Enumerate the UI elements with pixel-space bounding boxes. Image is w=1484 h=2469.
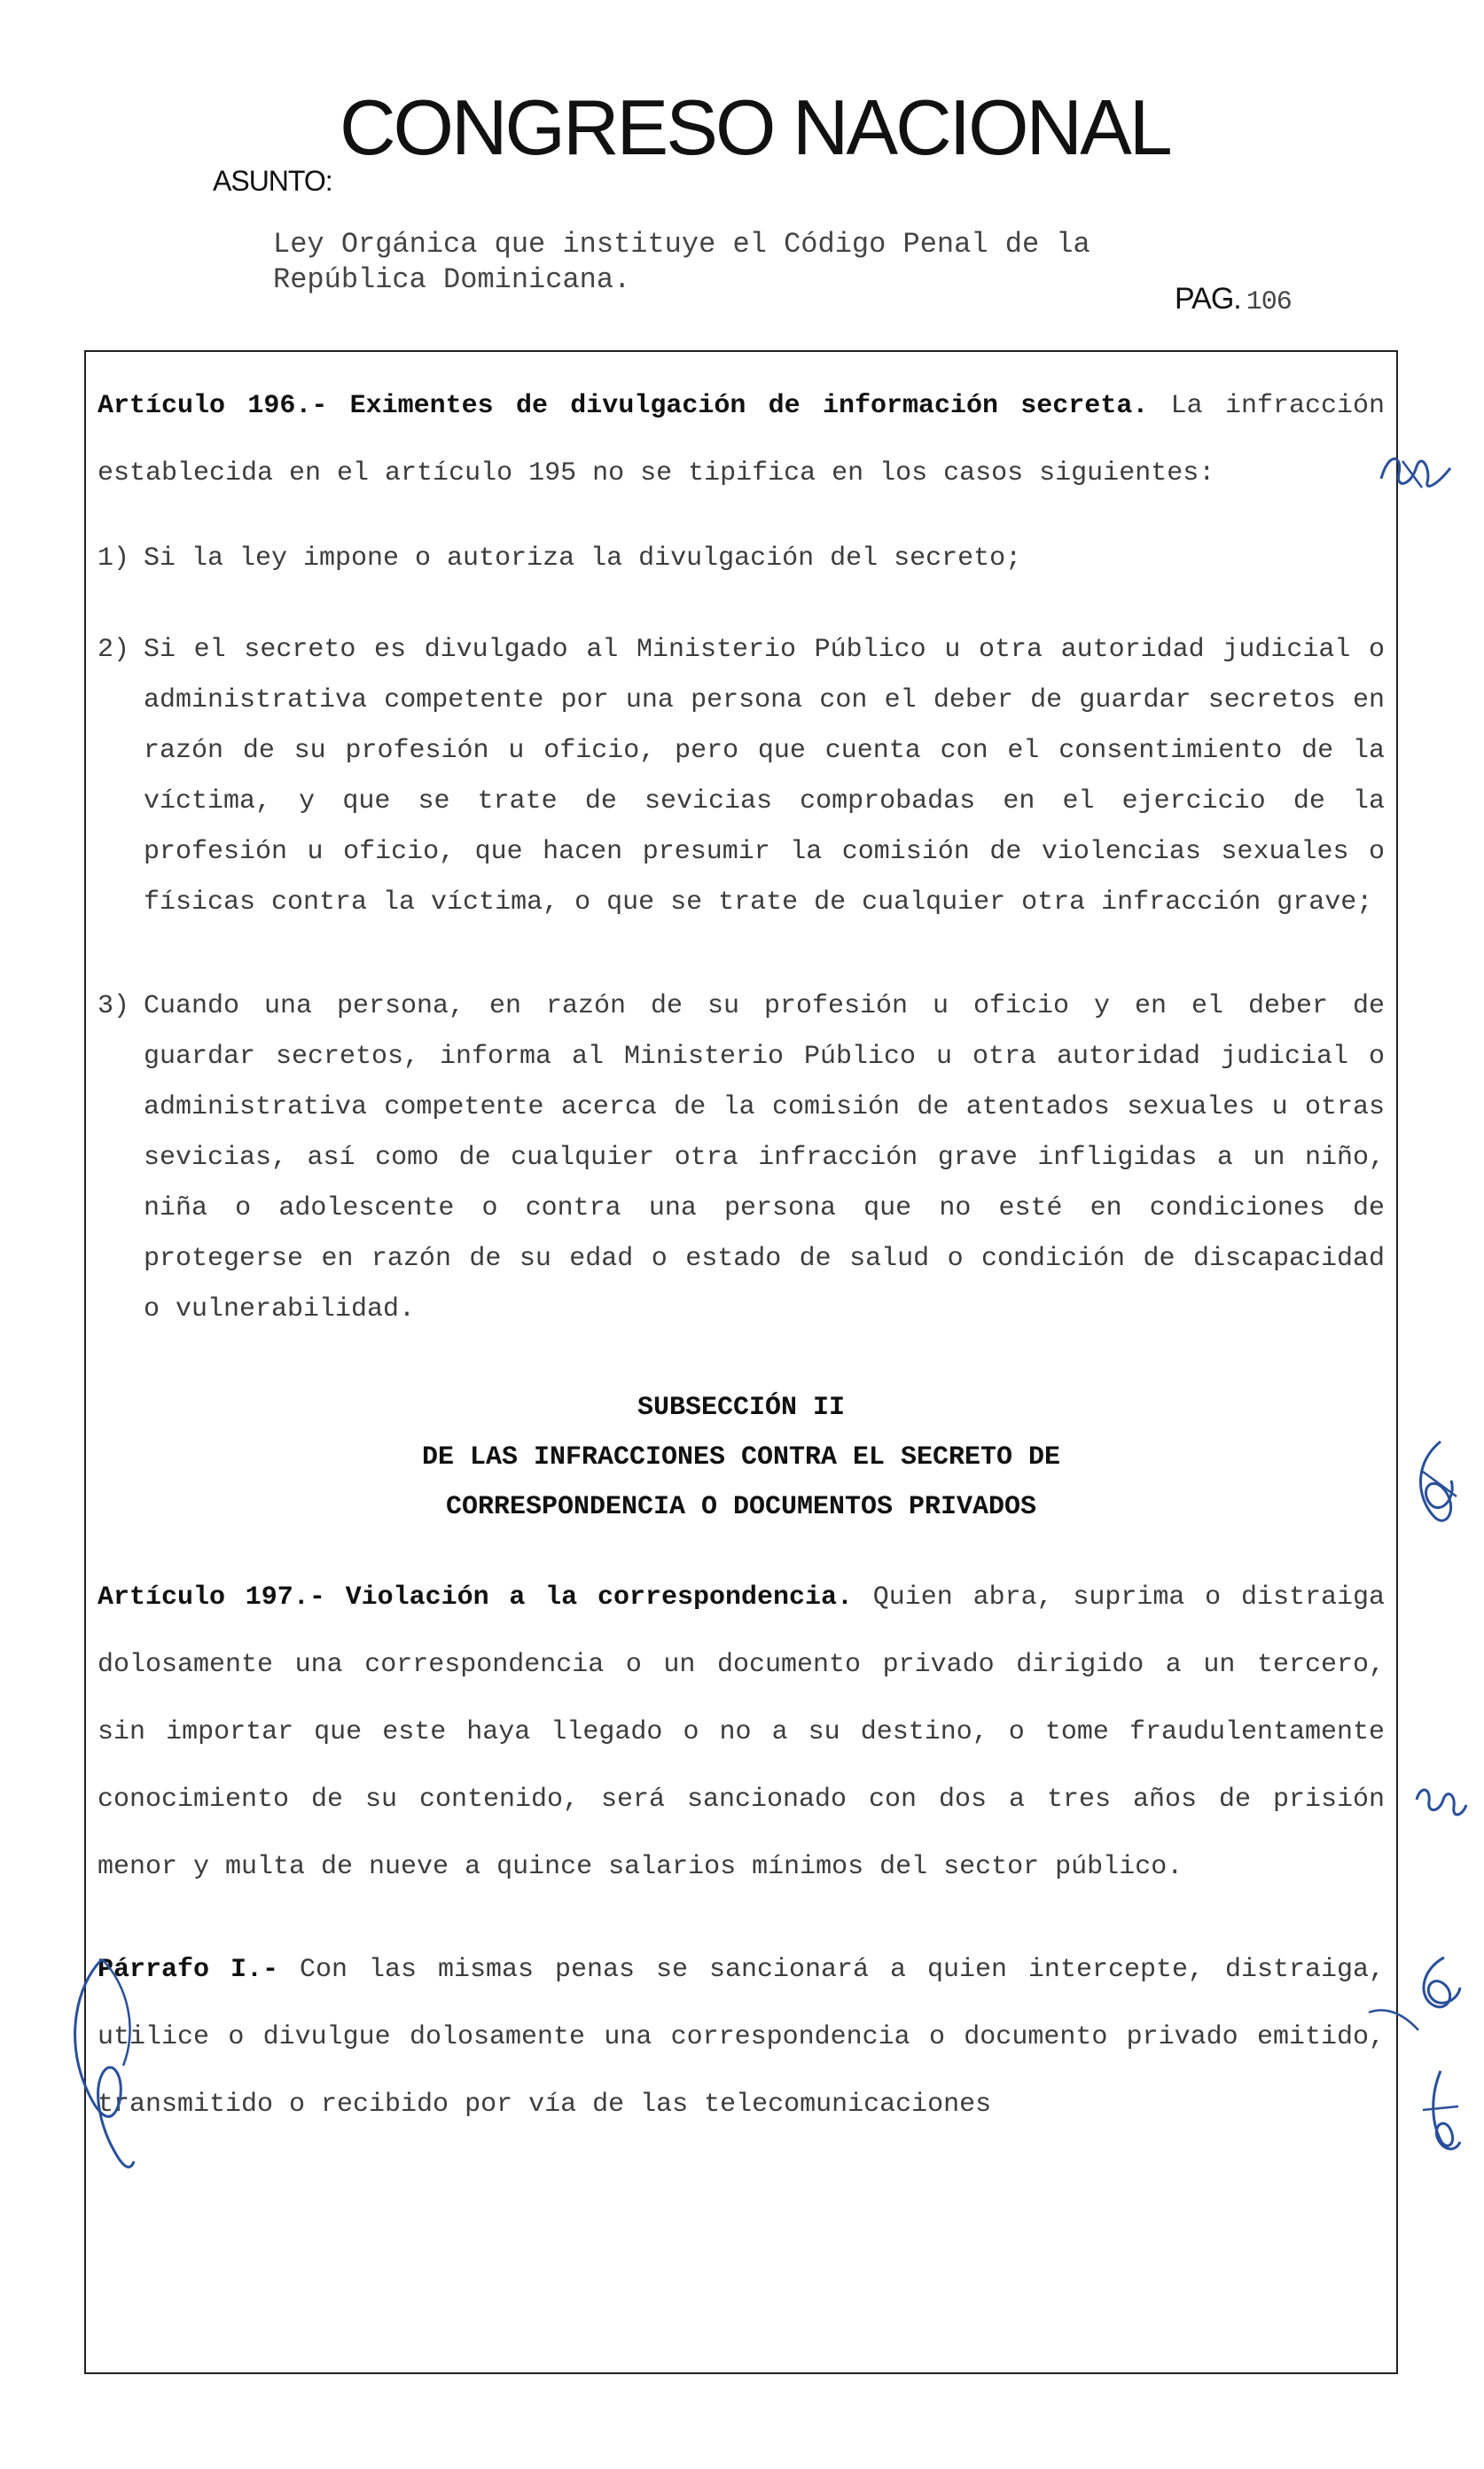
article-196-heading: Artículo 196.- Eximentes de divulgación de información secreta. xyxy=(98,391,1149,421)
subject-line-1: Ley Orgánica que instituye el Código Penal de la xyxy=(273,228,1090,261)
margin-stroke xyxy=(1365,1995,1427,2048)
margin-initials-5 xyxy=(1414,2066,1467,2163)
paragraph-i-text: Con las mismas penas se sancionará a quien intercepte, distraiga, utilice o divulgue dolosamente una correspondencia o documento privado emitido, transmitido o recibido por vía de las telecomunicaciones xyxy=(98,1955,1385,2120)
article-197-text: Quien abra, suprima o distraiga dolosamente una correspondencia o un documento privado dirigido a un tercero, sin importar que este haya llegado o no a su destino, o tome fraudulentamente conocimiento de su contenido, será sancionado con dos a tres años de prisión menor y multa de nueve a quince salarios mínimos del sector público. xyxy=(98,1582,1385,1882)
list-item-number: 1) xyxy=(98,543,130,574)
asunto-label: ASUNTO: xyxy=(213,165,332,197)
paragraph-i xyxy=(98,1936,1385,2138)
subsection-line-1: SUBSECCIÓN II xyxy=(637,1393,846,1423)
subject-line-2: República Dominicana. xyxy=(273,263,631,296)
document-body xyxy=(98,372,1385,2138)
subsection-heading xyxy=(98,1383,1385,1532)
article-196-text: La infracción establecida en el artículo 195 no se tipifica en los casos siguientes: xyxy=(98,391,1385,488)
list-item-number: 2) xyxy=(98,635,130,665)
list-item-number: 3) xyxy=(98,991,130,1021)
article-197 xyxy=(98,1564,1385,1901)
signature-scribble xyxy=(49,1950,173,2181)
article-196 xyxy=(98,372,1385,507)
list-item-text: Cuando una persona, en razón de su profesión u oficio y en el deber de guardar secretos, informa al Ministerio Público u otra autoridad judicial o administrativa competente acerca de la comisión de atentados sexuales u otras sevicias, así como de cualquier otra infracción grave infligidas a un niño, niña o adolescente o contra una persona que no esté en condiciones de protegerse en razón de su edad o estado de salud o condición de discapacidad o vulnerabilidad. xyxy=(144,991,1385,1324)
list-item-3 xyxy=(98,981,1385,1335)
congress-title: CONGRESO NACIONAL xyxy=(340,83,1170,171)
page-label: PAG. xyxy=(1175,282,1241,316)
list-item-2 xyxy=(98,625,1385,928)
list-item-text: Si la ley impone o autoriza la divulgación del secreto; xyxy=(144,543,1022,574)
margin-initials-1 xyxy=(1376,443,1456,505)
subject-text xyxy=(273,227,1090,298)
subsection-line-3: CORRESPONDENCIA O DOCUMENTOS PRIVADOS xyxy=(445,1492,1037,1522)
article-197-heading: Artículo 197.- Violación a la correspondencia. xyxy=(98,1582,854,1613)
subsection-line-2: DE LAS INFRACCIONES CONTRA EL SECRETO DE xyxy=(421,1442,1061,1473)
list-item-1 xyxy=(98,534,1385,584)
page-number: 106 xyxy=(1246,287,1292,317)
page-indicator xyxy=(1175,282,1292,317)
list-item-text: Si el secreto es divulgado al Ministerio Público u otra autoridad judicial o administrativa competente por una persona con el deber de guardar secretos en razón de su profesión u oficio, pero que cuenta con el consentimiento de la víctima, y que se trate de sevicias comprobadas en el ejercicio de la profesión u oficio, que hacen presumir la comisión de violencias sexuales o físicas contra la víctima, o que se trate de cualquier otra infracción grave; xyxy=(144,635,1385,918)
margin-initials-2 xyxy=(1405,1436,1467,1534)
margin-initials-3 xyxy=(1410,1773,1472,1835)
paragraph-i-heading: Párrafo I.- xyxy=(98,1955,279,1985)
